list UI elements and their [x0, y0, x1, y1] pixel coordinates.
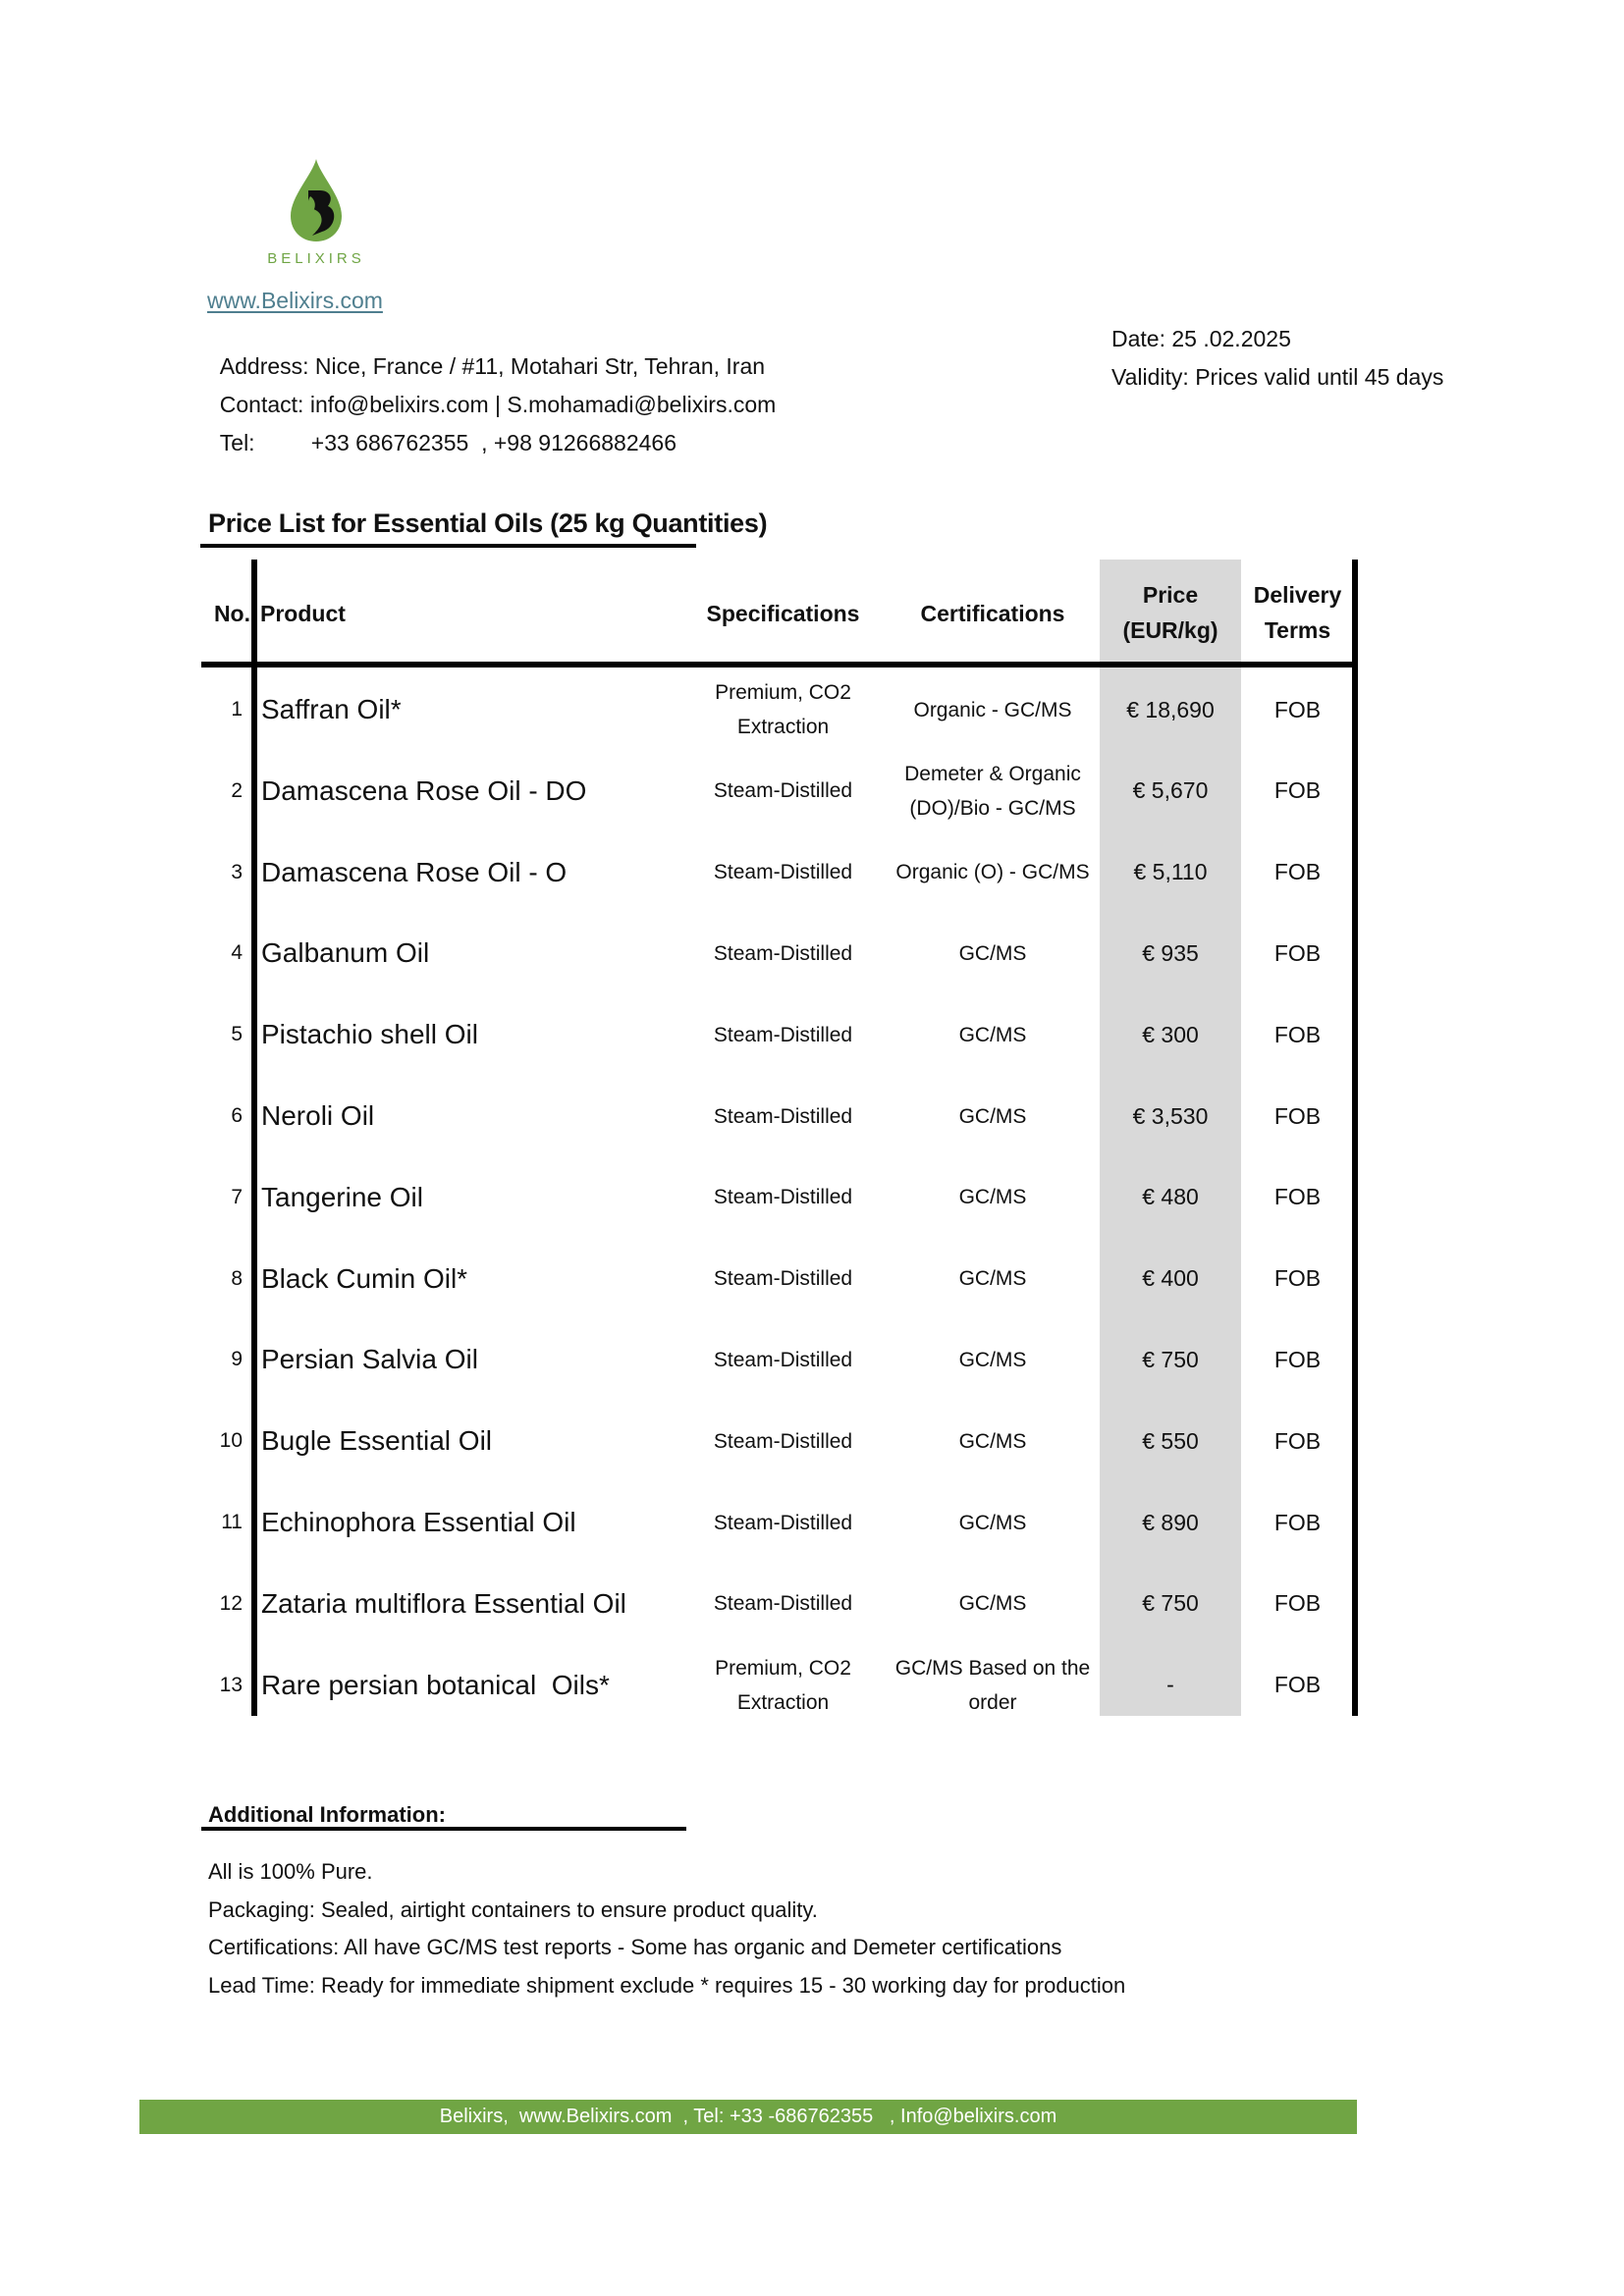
row-number: 5	[231, 1023, 243, 1046]
product-specification: Steam-Distilled	[713, 1592, 853, 1616]
additional-info-underline	[201, 1827, 686, 1831]
product-specification: Steam-Distilled	[713, 1267, 853, 1291]
row-number: 8	[231, 1266, 243, 1290]
delivery-terms: FOB	[1273, 1590, 1322, 1617]
product-certification: Organic - GC/MS	[913, 698, 1072, 721]
info-line-lead-time: Lead Time: Ready for immediate shipment exclude * requires 15 - 30 working day for production	[208, 1973, 1126, 1998]
product-price: € 480	[1142, 1184, 1199, 1210]
column-header-price	[1100, 577, 1241, 648]
product-specification: Premium, CO2 Extraction	[715, 1656, 851, 1714]
column-header-delivery	[1243, 577, 1352, 648]
column-header-certifications: Certifications	[920, 601, 1065, 626]
table-row	[201, 1157, 1358, 1238]
delivery-terms: FOB	[1273, 1021, 1322, 1047]
delivery-terms: FOB	[1273, 1265, 1322, 1292]
product-price: € 18,690	[1126, 696, 1215, 722]
row-number: 12	[219, 1591, 243, 1615]
product-name: Persian Salvia Oil	[261, 1344, 478, 1375]
column-header-specifications: Specifications	[706, 601, 860, 626]
table-row	[201, 1645, 1358, 1726]
product-certification: GC/MS	[958, 1267, 1027, 1291]
table-row	[201, 1319, 1358, 1400]
delivery-terms: FOB	[1273, 1102, 1322, 1129]
tel-value: +33 686762355 , +98 91266882466	[310, 430, 677, 455]
table-header-divider	[201, 662, 1358, 667]
product-certification: Demeter & Organic (DO)/Bio - GC/MS	[904, 762, 1081, 820]
product-name: Pistachio shell Oil	[261, 1019, 478, 1050]
product-certification: GC/MS	[958, 941, 1027, 965]
delivery-terms: FOB	[1273, 1672, 1322, 1698]
info-line-packaging: Packaging: Sealed, airtight containers to ensure product quality.	[208, 1897, 818, 1922]
contact-value: info@belixirs.com | S.mohamadi@belixirs.com	[303, 392, 777, 417]
column-header-delivery-line2: Terms	[1264, 617, 1331, 643]
product-price: € 300	[1142, 1021, 1199, 1047]
row-number: 10	[219, 1429, 243, 1453]
product-specification: Steam-Distilled	[713, 779, 853, 803]
product-name: Neroli Oil	[261, 1100, 375, 1131]
delivery-terms: FOB	[1273, 939, 1322, 966]
address-label: Address:	[219, 353, 309, 379]
product-certification: GC/MS Based on the order	[894, 1656, 1091, 1714]
product-price: € 3,530	[1132, 1102, 1209, 1129]
row-number: 3	[231, 860, 243, 883]
address-value: Nice, France / #11, Motahari Str, Tehran, Iran	[308, 353, 766, 379]
product-name: Black Cumin Oil*	[261, 1262, 468, 1294]
footer-bar: Belixirs, www.Belixirs.com , Tel: +33 -686762355 , Info@belixirs.com	[139, 2100, 1357, 2134]
product-certification: GC/MS	[958, 1592, 1027, 1616]
column-header-no: No.	[213, 601, 250, 626]
table-row	[201, 1401, 1358, 1481]
product-specification: Steam-Distilled	[713, 1511, 853, 1534]
product-price: € 750	[1142, 1590, 1199, 1617]
product-specification: Steam-Distilled	[713, 1023, 853, 1046]
logo-wordmark: BELIXIRS	[267, 250, 365, 267]
table-row	[201, 1239, 1358, 1319]
table-row	[201, 1482, 1358, 1563]
table-row	[201, 832, 1358, 913]
product-name: Rare persian botanical Oils*	[261, 1669, 610, 1700]
product-certification: GC/MS	[958, 1429, 1027, 1453]
product-price: € 5,670	[1132, 777, 1209, 804]
tel-line	[207, 401, 677, 456]
product-name: Damascena Rose Oil - O	[261, 856, 568, 887]
row-number: 2	[231, 778, 243, 802]
product-price: -	[1166, 1672, 1174, 1698]
row-number: 1	[231, 698, 243, 721]
product-certification: GC/MS	[958, 1023, 1027, 1046]
product-name: Bugle Essential Oil	[261, 1425, 493, 1457]
column-header-price-line2: (EUR/kg)	[1122, 617, 1218, 643]
product-certification: GC/MS	[958, 1104, 1027, 1128]
row-number: 11	[221, 1511, 243, 1533]
website-link[interactable]: www.Belixirs.com	[207, 288, 383, 313]
product-price: € 400	[1142, 1265, 1199, 1292]
table-row	[201, 1564, 1358, 1644]
delivery-terms: FOB	[1273, 1509, 1322, 1535]
row-number: 9	[231, 1348, 243, 1371]
table-row	[201, 669, 1358, 750]
product-certification: GC/MS	[958, 1186, 1027, 1209]
product-price: € 890	[1142, 1509, 1199, 1535]
product-name: Damascena Rose Oil - DO	[261, 774, 587, 806]
delivery-terms: FOB	[1273, 1427, 1322, 1454]
product-specification: Premium, CO2 Extraction	[715, 681, 851, 738]
row-number: 13	[219, 1673, 243, 1696]
title-underline	[200, 544, 696, 548]
contact-label: Contact:	[219, 392, 304, 417]
delivery-terms: FOB	[1273, 1184, 1322, 1210]
product-specification: Steam-Distilled	[713, 1186, 853, 1209]
product-certification: GC/MS	[958, 1511, 1027, 1534]
additional-info-title: Additional Information:	[208, 1802, 446, 1827]
product-price: € 935	[1142, 939, 1199, 966]
document-date: Date: 25 .02.2025	[1111, 326, 1291, 351]
product-price: € 750	[1142, 1346, 1199, 1372]
delivery-terms: FOB	[1273, 1346, 1322, 1372]
tel-label: Tel:	[219, 430, 255, 455]
delivery-terms: FOB	[1273, 696, 1322, 722]
column-header-product: Product	[260, 601, 346, 626]
column-header-price-line1: Price	[1142, 582, 1199, 608]
row-number: 6	[231, 1104, 243, 1127]
product-specification: Steam-Distilled	[713, 1348, 853, 1371]
info-line-purity: All is 100% Pure.	[208, 1859, 373, 1884]
product-price: € 550	[1142, 1427, 1199, 1454]
oil-drop-leaf-logo-icon	[287, 157, 346, 245]
product-name: Saffran Oil*	[261, 694, 402, 724]
row-number: 4	[231, 941, 243, 965]
table-row	[201, 994, 1358, 1075]
table-row	[201, 1076, 1358, 1156]
delivery-terms: FOB	[1273, 859, 1322, 885]
product-name: Echinophora Essential Oil	[261, 1507, 576, 1537]
product-specification: Steam-Distilled	[713, 1104, 853, 1128]
product-name: Galbanum Oil	[261, 937, 430, 969]
row-number: 7	[231, 1185, 243, 1208]
product-specification: Steam-Distilled	[713, 1429, 853, 1453]
price-validity: Validity: Prices valid until 45 days	[1111, 364, 1444, 390]
product-price: € 5,110	[1133, 859, 1208, 885]
product-specification: Steam-Distilled	[713, 941, 853, 965]
table-row	[201, 751, 1358, 831]
column-header-delivery-line1: Delivery	[1253, 582, 1342, 608]
table-row	[201, 913, 1358, 993]
product-name: Zataria multiflora Essential Oil	[261, 1587, 626, 1619]
product-specification: Steam-Distilled	[713, 861, 853, 884]
product-name: Tangerine Oil	[261, 1181, 423, 1212]
product-certification: Organic (O) - GC/MS	[895, 861, 1090, 884]
price-list-title: Price List for Essential Oils (25 kg Quantities)	[208, 508, 768, 538]
info-line-certifications: Certifications: All have GC/MS test reports - Some has organic and Demeter certifications	[208, 1935, 1062, 1959]
delivery-terms: FOB	[1273, 777, 1322, 804]
product-certification: GC/MS	[958, 1348, 1027, 1371]
